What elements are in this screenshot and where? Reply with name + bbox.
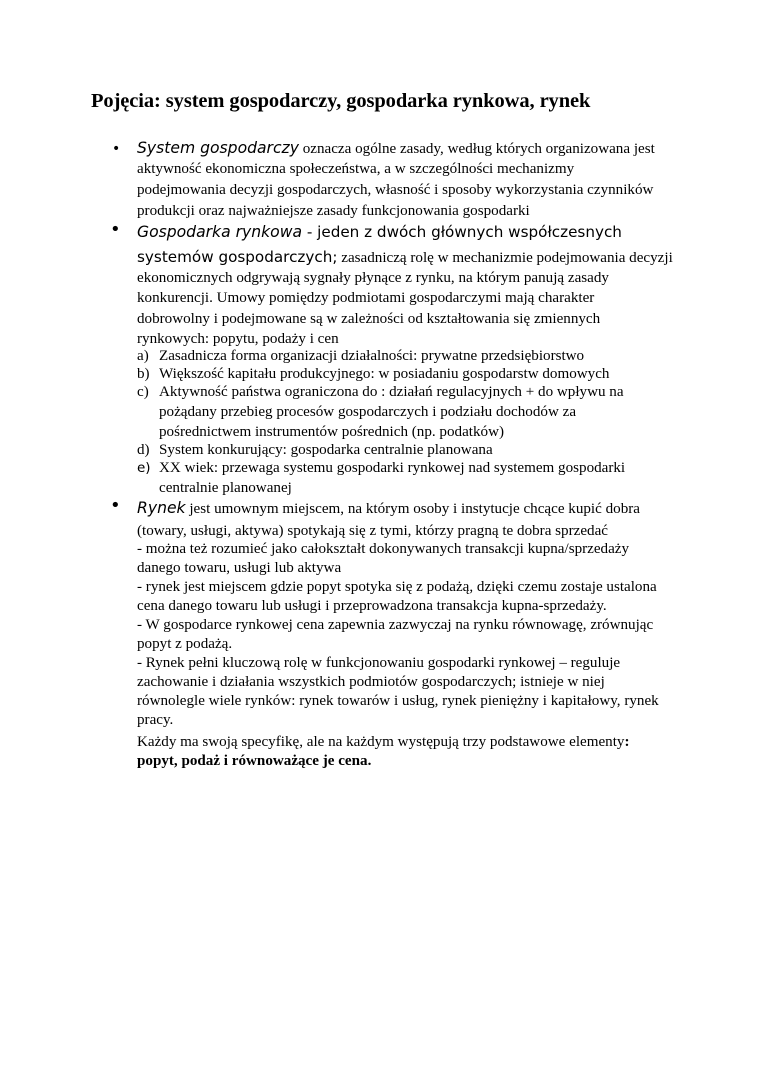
- list-marker-a: a): [137, 348, 149, 364]
- s3-line-6: cena danego towaru lub usługi i przeprowadzona transakcja kupna-sprzedaży.: [137, 598, 607, 614]
- s2-line-6: rynkowych: popytu, podaży i cen: [137, 331, 339, 347]
- s1-line-1: System gospodarczy oznacza ogólne zasady, według których organizowana jest: [137, 139, 655, 157]
- list-item-e-line-1: XX wiek: przewaga systemu gospodarki rynkowej nad systemem gospodarki: [159, 460, 626, 476]
- s3-line-9: - Rynek pełni kluczową rolę w funkcjonowaniu gospodarki rynkowej – reguluje: [137, 655, 621, 671]
- s2-line-2: systemów gospodarczych; zasadniczą rolę w mechanizmie podejmowania decyzji: [137, 248, 673, 266]
- term-system-gospodarczy: System gospodarczy: [137, 139, 299, 157]
- list-item-e-line-2: centralnie planowanej: [159, 480, 292, 496]
- list-item-a: Zasadnicza forma organizacji działalności: prywatne przedsiębiorstwo: [159, 348, 585, 364]
- s3-line-1: Rynek jest umownym miejscem, na którym osoby i instytucje chcące kupić dobra: [137, 499, 640, 517]
- list-marker-d: d): [137, 442, 150, 458]
- list-marker-e: e): [137, 460, 151, 476]
- s2-line-4: konkurencji. Umowy pomiędzy podmiotami gospodarczymi mają charakter: [137, 290, 595, 306]
- s3-line-2: (towary, usługi, aktywa) spotykają się z tymi, którzy pragną te dobra sprzedać: [137, 523, 608, 539]
- list-item-c-line-1: Aktywność państwa ograniczona do : działań regulacyjnych + do wpływu na: [159, 384, 624, 400]
- bullet-icon: •: [110, 219, 121, 240]
- list-marker-c: c): [137, 384, 149, 400]
- s3-line-7: - W gospodarce rynkowej cena zapewnia zazwyczaj na rynku równowagę, zrównując: [137, 617, 654, 633]
- s3-line-14-conclusion: popyt, podaż i równoważące je cena.: [137, 753, 372, 769]
- s3-line-10: zachowanie i działania wszystkich podmiotów gospodarczych; istnieje w niej: [137, 674, 605, 690]
- list-item-c-line-2: pożądany przebieg procesów gospodarczych i podziału dochodów za: [159, 404, 577, 420]
- s3-line-8: popyt z podażą.: [137, 636, 233, 652]
- bullet-icon: •: [112, 141, 121, 157]
- s2-line-5: dobrowolny i podejmowane są w zależności od kształtowania się zmiennych: [137, 311, 601, 327]
- s1-line-2: aktywność ekonomiczna społeczeństwa, a w szczególności mechanizmy: [137, 161, 575, 177]
- list-item-d: System konkurujący: gospodarka centralnie planowana: [159, 442, 493, 458]
- s3-line-5: - rynek jest miejscem gdzie popyt spotyka się z podażą, dzięki czemu zostaje ustalona: [137, 579, 657, 595]
- term-gospodarka-rynkowa: Gospodarka rynkowa: [137, 223, 302, 241]
- s3-line-12: pracy.: [137, 712, 174, 728]
- s3-line-13: Każdy ma swoją specyfikę, ale na każdym występują trzy podstawowe elementy:: [137, 734, 630, 750]
- bullet-icon: •: [110, 495, 121, 516]
- page-title: Pojęcia: system gospodarczy, gospodarka rynkowa, rynek: [91, 90, 591, 112]
- s2-line-3: ekonomicznych odgrywają sygnały płynące z rynku, na którym panują zasady: [137, 270, 609, 286]
- s1-line-4: produkcji oraz najważniejsze zasady funkcjonowania gospodarki: [137, 203, 530, 219]
- term-rynek: Rynek: [137, 499, 186, 517]
- s2-line-1: Gospodarka rynkowa - jeden z dwóch głównych współczesnych: [137, 223, 622, 241]
- list-item-c-line-3: pośrednictwem instrumentów pośrednich (np. podatków): [159, 424, 504, 440]
- s1-line-3: podejmowania decyzji gospodarczych, własność i sposoby wykorzystania czynników: [137, 182, 654, 198]
- list-item-b: Większość kapitału produkcyjnego: w posiadaniu gospodarstw domowych: [159, 366, 610, 382]
- s3-line-4: danego towaru, usługi lub aktywa: [137, 560, 342, 576]
- s3-line-3: - można też rozumieć jako całokształt dokonywanych transakcji kupna/sprzedaży: [137, 541, 630, 557]
- list-marker-b: b): [137, 366, 150, 382]
- s3-line-11: równolegle wiele rynków: rynek towarów i usług, rynek pieniężny i kapitałowy, rynek: [137, 693, 659, 709]
